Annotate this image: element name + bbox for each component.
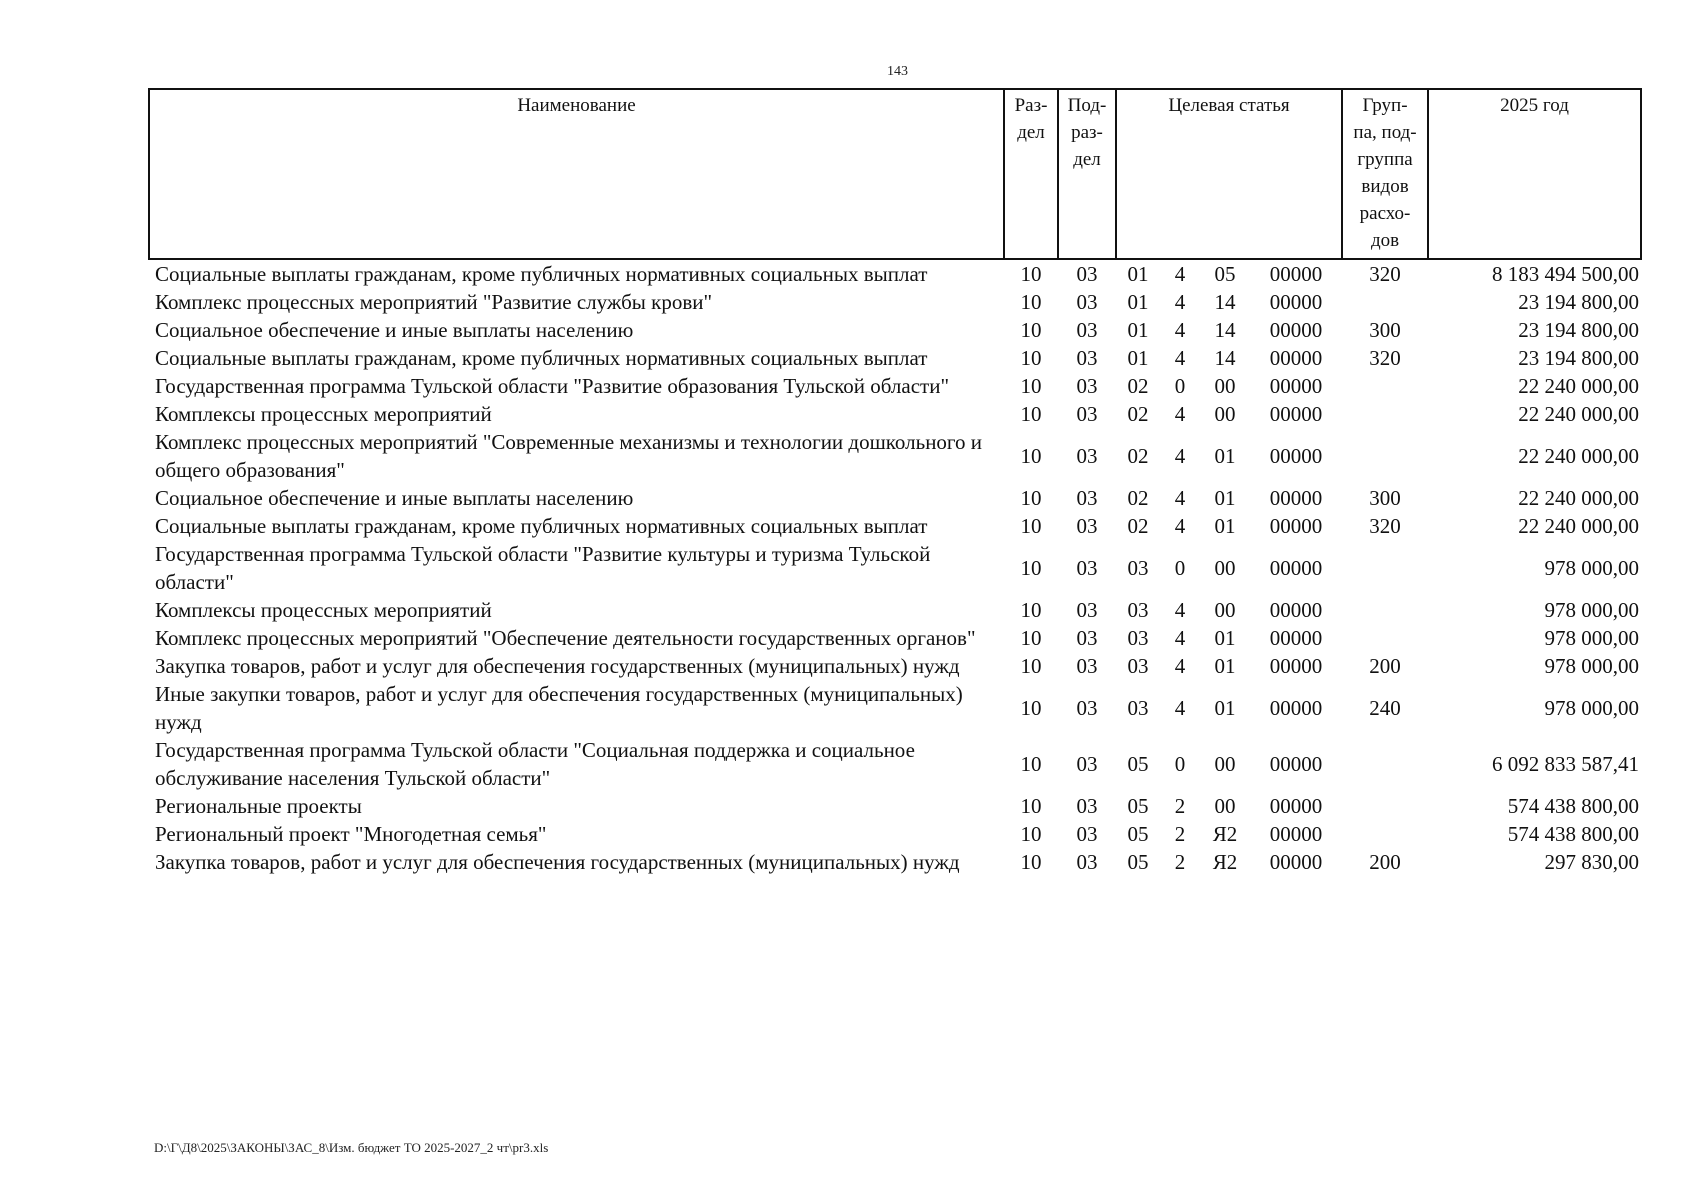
cell-target-type: 2 (1174, 794, 1186, 818)
header-section: Раз- дел (1004, 89, 1058, 259)
table-row (149, 792, 1641, 820)
cell-amount: 6 092 833 587,41 (1492, 752, 1640, 776)
table-row (149, 596, 1641, 624)
cell-expense-group (1342, 624, 1428, 652)
cell-section: 10 (1020, 262, 1042, 286)
cell-subsection: 03 (1076, 318, 1098, 342)
cell-target-direction: 00000 (1269, 444, 1323, 468)
cell-target-type: 0 (1174, 752, 1186, 776)
cell-target-program: 05 (1127, 752, 1149, 776)
cell-target-event: 14 (1214, 318, 1236, 342)
cell-target-direction: 00000 (1269, 822, 1323, 846)
cell-subsection: 03 (1076, 262, 1098, 286)
cell-expense-group (1342, 820, 1428, 848)
table-header-row (149, 89, 1641, 259)
cell-subsection: 03 (1076, 654, 1098, 678)
cell-expense-group: 200 (1369, 654, 1401, 678)
cell-amount: 574 438 800,00 (1507, 794, 1640, 818)
cell-name: Комплекс процессных мероприятий "Современные механизмы и технологии дошкольного и общего образования" (155, 430, 983, 482)
cell-target-direction: 00000 (1269, 696, 1323, 720)
cell-target-type: 4 (1174, 598, 1186, 622)
cell-subsection: 03 (1076, 752, 1098, 776)
cell-amount: 22 240 000,00 (1518, 514, 1640, 538)
cell-target-program: 01 (1127, 346, 1149, 370)
cell-name: Иные закупки товаров, работ и услуг для обеспечения государственных (муниципальных) нужд (155, 682, 963, 734)
cell-expense-group (1342, 792, 1428, 820)
cell-subsection: 03 (1076, 794, 1098, 818)
cell-expense-group: 300 (1369, 486, 1401, 510)
cell-target-direction: 00000 (1269, 262, 1323, 286)
cell-amount: 22 240 000,00 (1518, 486, 1640, 510)
header-year: 2025 год (1428, 89, 1641, 259)
cell-name: Закупка товаров, работ и услуг для обеспечения государственных (муниципальных) нужд (155, 654, 960, 678)
cell-name: Комплекс процессных мероприятий "Развитие службы крови" (155, 290, 713, 314)
cell-expense-group: 300 (1369, 318, 1401, 342)
cell-target-type: 2 (1174, 822, 1186, 846)
cell-name: Региональные проекты (155, 794, 362, 818)
cell-section: 10 (1020, 696, 1042, 720)
cell-target-program: 02 (1127, 514, 1149, 538)
cell-target-type: 4 (1174, 696, 1186, 720)
cell-target-event: 01 (1214, 444, 1236, 468)
cell-target-event: 01 (1214, 696, 1236, 720)
cell-target-direction: 00000 (1269, 626, 1323, 650)
cell-section: 10 (1020, 318, 1042, 342)
cell-target-event: 00 (1214, 794, 1236, 818)
cell-section: 10 (1020, 850, 1042, 874)
table-row (149, 428, 1641, 484)
cell-target-type: 4 (1174, 346, 1186, 370)
cell-target-type: 4 (1174, 262, 1186, 286)
cell-name: Социальные выплаты гражданам, кроме публичных нормативных социальных выплат (155, 262, 928, 286)
cell-target-program: 03 (1127, 654, 1149, 678)
cell-target-type: 4 (1174, 402, 1186, 426)
cell-name: Региональный проект "Многодетная семья" (155, 822, 547, 846)
cell-target-direction: 00000 (1269, 402, 1323, 426)
cell-name: Социальное обеспечение и иные выплаты населению (155, 486, 634, 510)
cell-target-direction: 00000 (1269, 486, 1323, 510)
cell-expense-group (1342, 540, 1428, 596)
table-row (149, 820, 1641, 848)
cell-subsection: 03 (1076, 626, 1098, 650)
cell-subsection: 03 (1076, 598, 1098, 622)
table-row (149, 316, 1641, 344)
cell-amount: 297 830,00 (1544, 850, 1640, 874)
table-row (149, 624, 1641, 652)
header-expense-group: Груп- па, под- группа видов расхо- дов (1342, 89, 1428, 259)
cell-section: 10 (1020, 794, 1042, 818)
cell-target-event: 00 (1214, 598, 1236, 622)
cell-target-program: 03 (1127, 556, 1149, 580)
cell-target-event: 01 (1214, 654, 1236, 678)
cell-section: 10 (1020, 486, 1042, 510)
cell-section: 10 (1020, 626, 1042, 650)
cell-name: Государственная программа Тульской области "Развитие образования Тульской области" (155, 374, 950, 398)
cell-target-event: 01 (1214, 514, 1236, 538)
cell-section: 10 (1020, 514, 1042, 538)
cell-expense-group: 320 (1369, 262, 1401, 286)
cell-target-type: 4 (1174, 318, 1186, 342)
cell-section: 10 (1020, 822, 1042, 846)
cell-subsection: 03 (1076, 696, 1098, 720)
cell-target-program: 03 (1127, 696, 1149, 720)
table-row (149, 736, 1641, 792)
cell-target-program: 05 (1127, 794, 1149, 818)
cell-target-direction: 00000 (1269, 752, 1323, 776)
cell-expense-group (1342, 288, 1428, 316)
cell-target-event: 14 (1214, 346, 1236, 370)
cell-section: 10 (1020, 374, 1042, 398)
table-row (149, 344, 1641, 372)
cell-name: Социальные выплаты гражданам, кроме публичных нормативных социальных выплат (155, 346, 928, 370)
table-row (149, 288, 1641, 316)
cell-section: 10 (1020, 598, 1042, 622)
cell-target-event: 14 (1214, 290, 1236, 314)
cell-name: Комплексы процессных мероприятий (155, 598, 492, 622)
cell-target-type: 4 (1174, 290, 1186, 314)
cell-name: Комплексы процессных мероприятий (155, 402, 492, 426)
cell-expense-group (1342, 428, 1428, 484)
cell-amount: 23 194 800,00 (1518, 346, 1640, 370)
cell-expense-group: 200 (1369, 850, 1401, 874)
cell-section: 10 (1020, 290, 1042, 314)
table-row (149, 372, 1641, 400)
cell-name: Комплекс процессных мероприятий "Обеспечение деятельности государственных органов" (155, 626, 976, 650)
cell-expense-group (1342, 400, 1428, 428)
cell-amount: 978 000,00 (1544, 598, 1640, 622)
cell-subsection: 03 (1076, 290, 1098, 314)
page-number: 143 (887, 64, 908, 79)
cell-name: Социальное обеспечение и иные выплаты населению (155, 318, 634, 342)
cell-amount: 22 240 000,00 (1518, 444, 1640, 468)
cell-section: 10 (1020, 402, 1042, 426)
cell-target-event: 05 (1214, 262, 1236, 286)
cell-target-type: 0 (1174, 556, 1186, 580)
cell-expense-group (1342, 372, 1428, 400)
cell-expense-group: 240 (1369, 696, 1401, 720)
cell-target-event: 00 (1214, 402, 1236, 426)
cell-subsection: 03 (1076, 514, 1098, 538)
cell-amount: 22 240 000,00 (1518, 402, 1640, 426)
cell-target-type: 0 (1174, 374, 1186, 398)
cell-target-program: 02 (1127, 402, 1149, 426)
cell-target-program: 05 (1127, 822, 1149, 846)
cell-target-program: 02 (1127, 374, 1149, 398)
cell-target-direction: 00000 (1269, 514, 1323, 538)
cell-subsection: 03 (1076, 374, 1098, 398)
cell-expense-group (1342, 596, 1428, 624)
table-body (149, 259, 1641, 876)
cell-amount: 978 000,00 (1544, 654, 1640, 678)
cell-target-program: 02 (1127, 444, 1149, 468)
table-row (149, 652, 1641, 680)
cell-target-type: 4 (1174, 514, 1186, 538)
cell-amount: 978 000,00 (1544, 626, 1640, 650)
cell-subsection: 03 (1076, 346, 1098, 370)
cell-target-direction: 00000 (1269, 374, 1323, 398)
cell-target-type: 2 (1174, 850, 1186, 874)
cell-expense-group: 320 (1369, 346, 1401, 370)
cell-target-type: 4 (1174, 626, 1186, 650)
cell-target-direction: 00000 (1269, 598, 1323, 622)
cell-amount: 978 000,00 (1544, 696, 1640, 720)
header-target-article: Целевая статья (1116, 89, 1342, 259)
cell-section: 10 (1020, 654, 1042, 678)
cell-target-direction: 00000 (1269, 290, 1323, 314)
cell-section: 10 (1020, 752, 1042, 776)
cell-target-program: 01 (1127, 318, 1149, 342)
file-path-footer: D:\Г\Д8\2025\ЗАКОНЫ\ЗАС_8\Изм. бюджет ТО 2025-2027_2 чт\pr3.xls (154, 1140, 549, 1155)
cell-amount: 8 183 494 500,00 (1492, 262, 1640, 286)
cell-section: 10 (1020, 556, 1042, 580)
cell-target-event: 00 (1214, 752, 1236, 776)
cell-target-event: Я2 (1212, 822, 1238, 846)
cell-target-type: 4 (1174, 444, 1186, 468)
table-row (149, 540, 1641, 596)
cell-target-type: 4 (1174, 654, 1186, 678)
header-subsection: Под- раз- дел (1058, 89, 1116, 259)
cell-amount: 23 194 800,00 (1518, 318, 1640, 342)
cell-target-event: Я2 (1212, 850, 1238, 874)
cell-subsection: 03 (1076, 444, 1098, 468)
cell-name: Государственная программа Тульской области "Социальная поддержка и социальное обслуживание населения Тульской области" (155, 738, 915, 790)
header-name: Наименование (149, 89, 1004, 259)
cell-target-program: 02 (1127, 486, 1149, 510)
cell-target-event: 00 (1214, 556, 1236, 580)
cell-target-direction: 00000 (1269, 556, 1323, 580)
cell-target-type: 4 (1174, 486, 1186, 510)
cell-target-program: 01 (1127, 290, 1149, 314)
cell-name: Социальные выплаты гражданам, кроме публичных нормативных социальных выплат (155, 514, 928, 538)
cell-amount: 574 438 800,00 (1507, 822, 1640, 846)
table-row (149, 512, 1641, 540)
cell-amount: 978 000,00 (1544, 556, 1640, 580)
cell-subsection: 03 (1076, 486, 1098, 510)
cell-section: 10 (1020, 346, 1042, 370)
cell-target-direction: 00000 (1269, 850, 1323, 874)
cell-section: 10 (1020, 444, 1042, 468)
cell-subsection: 03 (1076, 556, 1098, 580)
table-row (149, 680, 1641, 736)
cell-target-program: 01 (1127, 262, 1149, 286)
cell-amount: 22 240 000,00 (1518, 374, 1640, 398)
cell-name: Закупка товаров, работ и услуг для обеспечения государственных (муниципальных) нужд (155, 850, 960, 874)
table-row (149, 848, 1641, 876)
cell-target-event: 00 (1214, 374, 1236, 398)
cell-target-event: 01 (1214, 486, 1236, 510)
cell-expense-group: 320 (1369, 514, 1401, 538)
cell-target-direction: 00000 (1269, 346, 1323, 370)
table-row (149, 484, 1641, 512)
cell-target-program: 03 (1127, 598, 1149, 622)
cell-expense-group (1342, 736, 1428, 792)
table-row (149, 400, 1641, 428)
budget-table (148, 88, 1642, 876)
cell-name: Государственная программа Тульской области "Развитие культуры и туризма Тульской области" (155, 542, 931, 594)
cell-target-direction: 00000 (1269, 654, 1323, 678)
cell-subsection: 03 (1076, 850, 1098, 874)
cell-subsection: 03 (1076, 822, 1098, 846)
cell-target-direction: 00000 (1269, 318, 1323, 342)
cell-target-event: 01 (1214, 626, 1236, 650)
cell-target-program: 05 (1127, 850, 1149, 874)
cell-target-program: 03 (1127, 626, 1149, 650)
table-row (149, 259, 1641, 288)
cell-subsection: 03 (1076, 402, 1098, 426)
cell-target-direction: 00000 (1269, 794, 1323, 818)
cell-amount: 23 194 800,00 (1518, 290, 1640, 314)
